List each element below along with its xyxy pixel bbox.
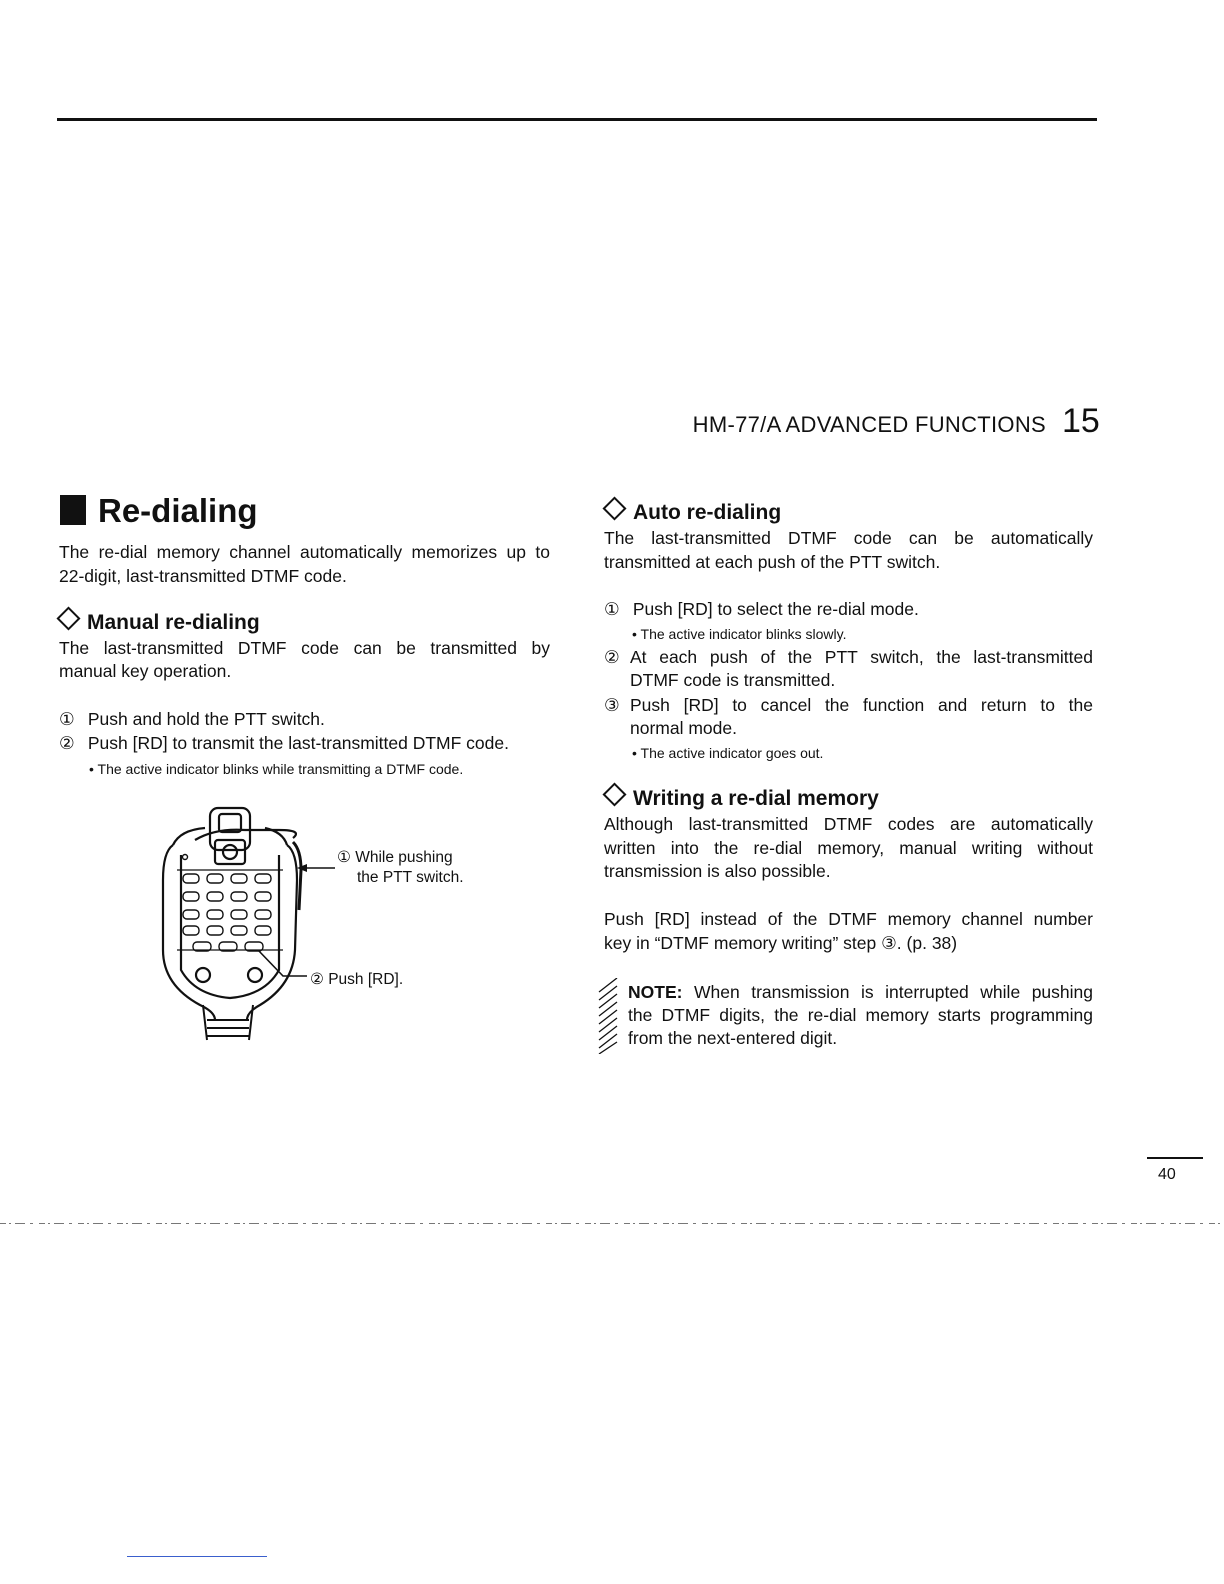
step-text: Push [RD] to select the re-dial mode.	[632, 599, 919, 619]
chapter-number: 15	[1062, 402, 1100, 440]
writing-push-line-1: Push [RD] instead of the DTMF memory channel number	[604, 909, 1093, 929]
step-number: ③	[604, 695, 620, 715]
manual-heading	[60, 611, 260, 635]
step-text: Push [RD] to transmit the last-transmitted DTMF code.	[87, 733, 509, 753]
auto-step-2-line-1: At each push of the PTT switch, the last-transmitted	[630, 647, 1093, 667]
manual-desc-line-1: The last-transmitted DTMF code can be transmitted by	[59, 638, 550, 658]
auto-step-3	[604, 694, 622, 718]
auto-desc-line-1: The last-transmitted DTMF code can be automatically	[604, 528, 1093, 548]
square-bullet-icon	[60, 495, 86, 525]
writing-desc-line-3: transmission is also possible.	[604, 861, 831, 881]
header-rule	[57, 118, 1097, 121]
auto-step-3-line-2: normal mode.	[630, 718, 737, 738]
step-number: ②	[604, 647, 620, 667]
note-text: When transmission is interrupted while pushing	[693, 982, 1093, 1002]
diamond-icon	[56, 606, 80, 630]
writing-push-line-2: key in “DTMF memory writing” step ③. (p. 38)	[604, 933, 958, 953]
writing-heading-text: Writing a re-dial memory	[633, 787, 879, 810]
note-line-2: the DTMF digits, the re-dial memory starts programming	[628, 1005, 1093, 1025]
intro-line-1: The re-dial memory channel automatically memorizes up to	[59, 542, 550, 562]
auto-step-1	[604, 598, 919, 622]
auto-step-3-note: • The active indicator goes out.	[632, 745, 824, 761]
page-number: 40	[1158, 1166, 1176, 1183]
diamond-icon	[602, 496, 626, 520]
step-number: ②	[59, 733, 75, 753]
note-line-1	[628, 981, 1093, 1005]
note-label: NOTE:	[628, 982, 683, 1002]
callout-text: Push [RD].	[328, 971, 404, 988]
writing-desc-line-1: Although last-transmitted DTMF codes are automatically	[604, 814, 1093, 834]
auto-step-3-line-1: Push [RD] to cancel the function and return to the	[630, 695, 1093, 715]
auto-heading-text: Auto re-dialing	[633, 501, 782, 524]
step-number: ①	[59, 709, 75, 729]
auto-desc-line-2: transmitted at each push of the PTT switch.	[604, 552, 941, 572]
auto-heading	[606, 501, 781, 525]
chapter-title: HM-77/A ADVANCED FUNCTIONS	[692, 412, 1046, 437]
callout-text: While pushing	[355, 849, 453, 866]
manual-desc-line-2: manual key operation.	[59, 661, 232, 681]
writing-desc-line-2: written into the re-dial memory, manual writing without	[604, 838, 1093, 858]
step-text: Push and hold the PTT switch.	[87, 709, 325, 729]
callout-number: ①	[337, 849, 351, 866]
page-number-rule	[1147, 1157, 1203, 1159]
manual-step-2-note: • The active indicator blinks while transmitting a DTMF code.	[89, 761, 464, 777]
manual-step-2	[59, 732, 509, 756]
callout-1	[337, 848, 464, 887]
intro-line-2: 22-digit, last-transmitted DTMF code.	[59, 566, 347, 586]
note-line-3: from the next-entered digit.	[628, 1028, 838, 1048]
callout-number: ②	[310, 971, 324, 988]
callout-text: the PTT switch.	[357, 868, 464, 886]
bottom-underline	[127, 1556, 267, 1557]
manual-step-1	[59, 708, 325, 732]
callout-2	[310, 970, 403, 989]
note-hatch-icon	[597, 978, 621, 1054]
writing-heading	[606, 787, 879, 811]
microphone-illustration	[155, 800, 475, 1045]
section-title	[60, 492, 258, 530]
manual-heading-text: Manual re-dialing	[87, 611, 260, 634]
scan-edge-line	[0, 1222, 1224, 1225]
diamond-icon	[602, 782, 626, 806]
auto-step-2-line-2: DTMF code is transmitted.	[630, 670, 836, 690]
section-title-text: Re-dialing	[98, 492, 258, 529]
auto-step-1-note: • The active indicator blinks slowly.	[632, 626, 847, 642]
step-number: ①	[604, 599, 620, 619]
